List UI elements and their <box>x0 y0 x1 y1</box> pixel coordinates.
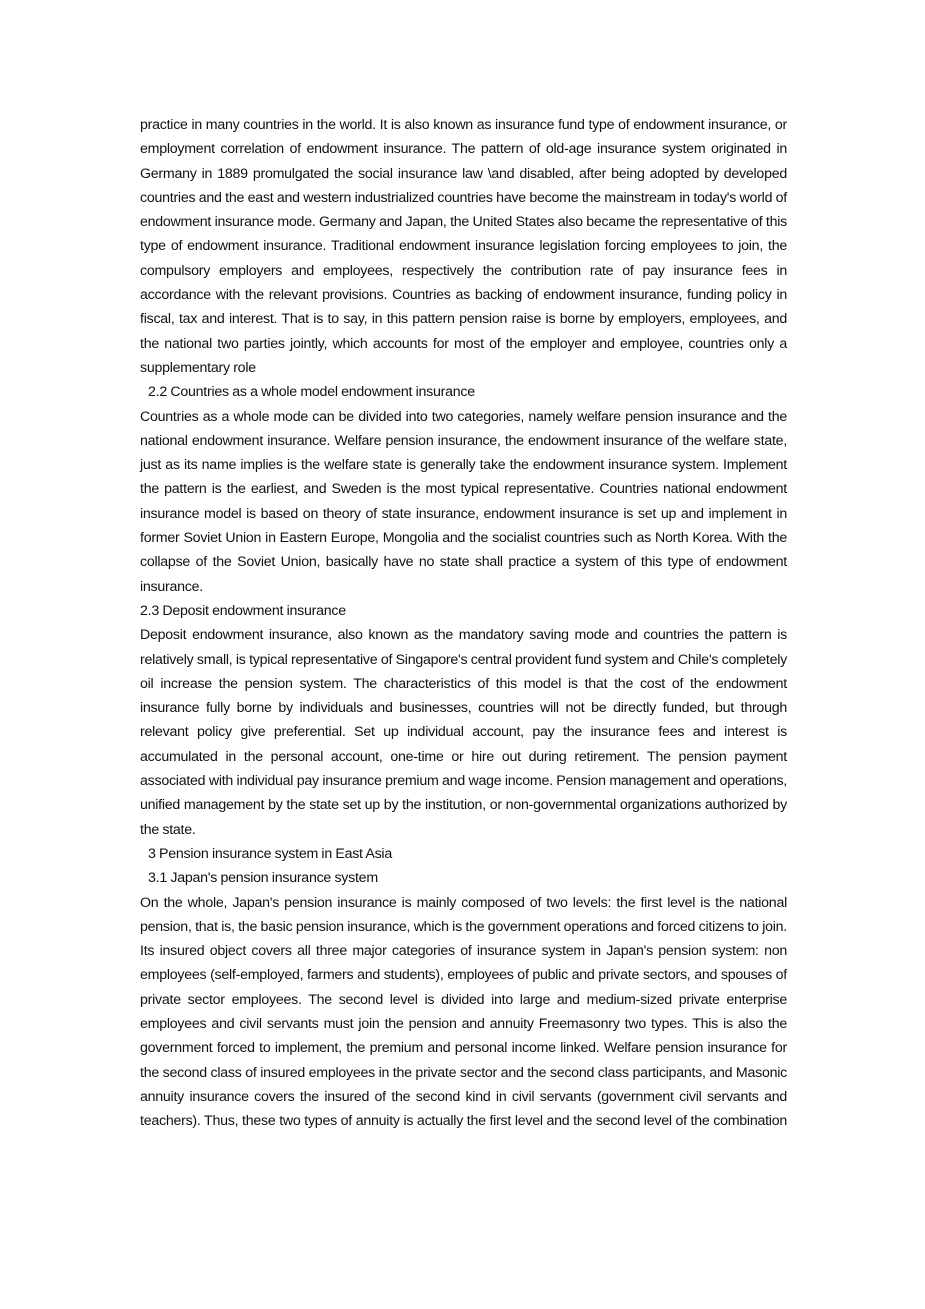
paragraph-japan-pension: On the whole, Japan's pension insurance is mainly composed of two levels: the first level is the national pension, that is, the basic pension insurance, which is the government operations and forced citizens to join. Its insured object covers all three major categories of insurance system in Japan's pension system: non employees (self-employed, farmers and students), employees of public and private sectors, and spouses of private sector employees. The second level is divided into large and medium-sized private enterprise employees and civil servants must join the pension and annuity Freemasonry two types. This is also the government forced to implement, the premium and personal income linked. Welfare pension insurance for the second class of insured employees in the private sector and the second class participants, and Masonic annuity insurance covers the insured of the second kind in civil servants (government civil servants and teachers). Thus, these two types of annuity is actually the first level and the second level of the combination <box>140 894 787 1130</box>
section-heading-2-2: 2.2 Countries as a whole model endowment insurance <box>148 384 475 401</box>
paragraph-countries-whole-model: Countries as a whole mode can be divided into two categories, namely welfare pension insurance and the national endowment insurance. Welfare pension insurance, the endowment insurance of the welfare state, just as its name implies is the welfare state is generally take the endowment insurance system. Implement the pattern is the earliest, and Sweden is the most typical representative. Countries national endowment insurance model is based on theory of state insurance, endowment insurance is set up and implement in former Soviet Union in Eastern Europe, Mongolia and the socialist countries such as North Korea. With the collapse of the Soviet Union, basically have no state shall practice a system of this type of endowment insurance. <box>140 408 787 595</box>
section-heading-3: 3 Pension insurance system in East Asia <box>148 845 392 862</box>
paragraph-deposit-insurance: Deposit endowment insurance, also known as the mandatory saving mode and countries the pattern is relatively small, is typical representative of Singapore's central provident fund system and Chile's completely oil increase the pension system. The characteristics of this model is that the cost of the endowment insurance fully borne by individuals and businesses, countries will not be directly funded, but through relevant policy give preferential. Set up individual account, pay the insurance fees and interest is accumulated in the personal account, one-time or hire out during retirement. The pension payment associated with individual pay insurance premium and wage income. Pension management and operations, unified management by the state set up by the institution, or non-governmental organizations authorized by the state. <box>140 627 787 838</box>
section-heading-2-3: 2.3 Deposit endowment insurance <box>140 602 346 619</box>
paragraph-social-insurance-model: practice in many countries in the world. It is also known as insurance fund type of endowment insurance, or employment correlation of endowment insurance. The pattern of old-age insurance system originated in Germany in 1889 promulgated the social insurance law \and disabled, after being adopted by developed countries and the east and western industrialized countries have become the mainstream in today's world of endowment insurance mode. Germany and Japan, the United States also became the representative of this type of endowment insurance. Traditional endowment insurance legislation forcing employees to join, the compulsory employers and employees, respectively the contribution rate of pay insurance fees in accordance with the relevant provisions. Countries as backing of endowment insurance, funding policy in fiscal, tax and interest. That is to say, in this pattern pension raise is borne by employers, employees, and the national two parties jointly, which accounts for most of the employer and employee, countries only a supplementary role <box>140 117 787 376</box>
section-heading-3-1: 3.1 Japan's pension insurance system <box>148 870 378 887</box>
document-page <box>140 113 787 1133</box>
